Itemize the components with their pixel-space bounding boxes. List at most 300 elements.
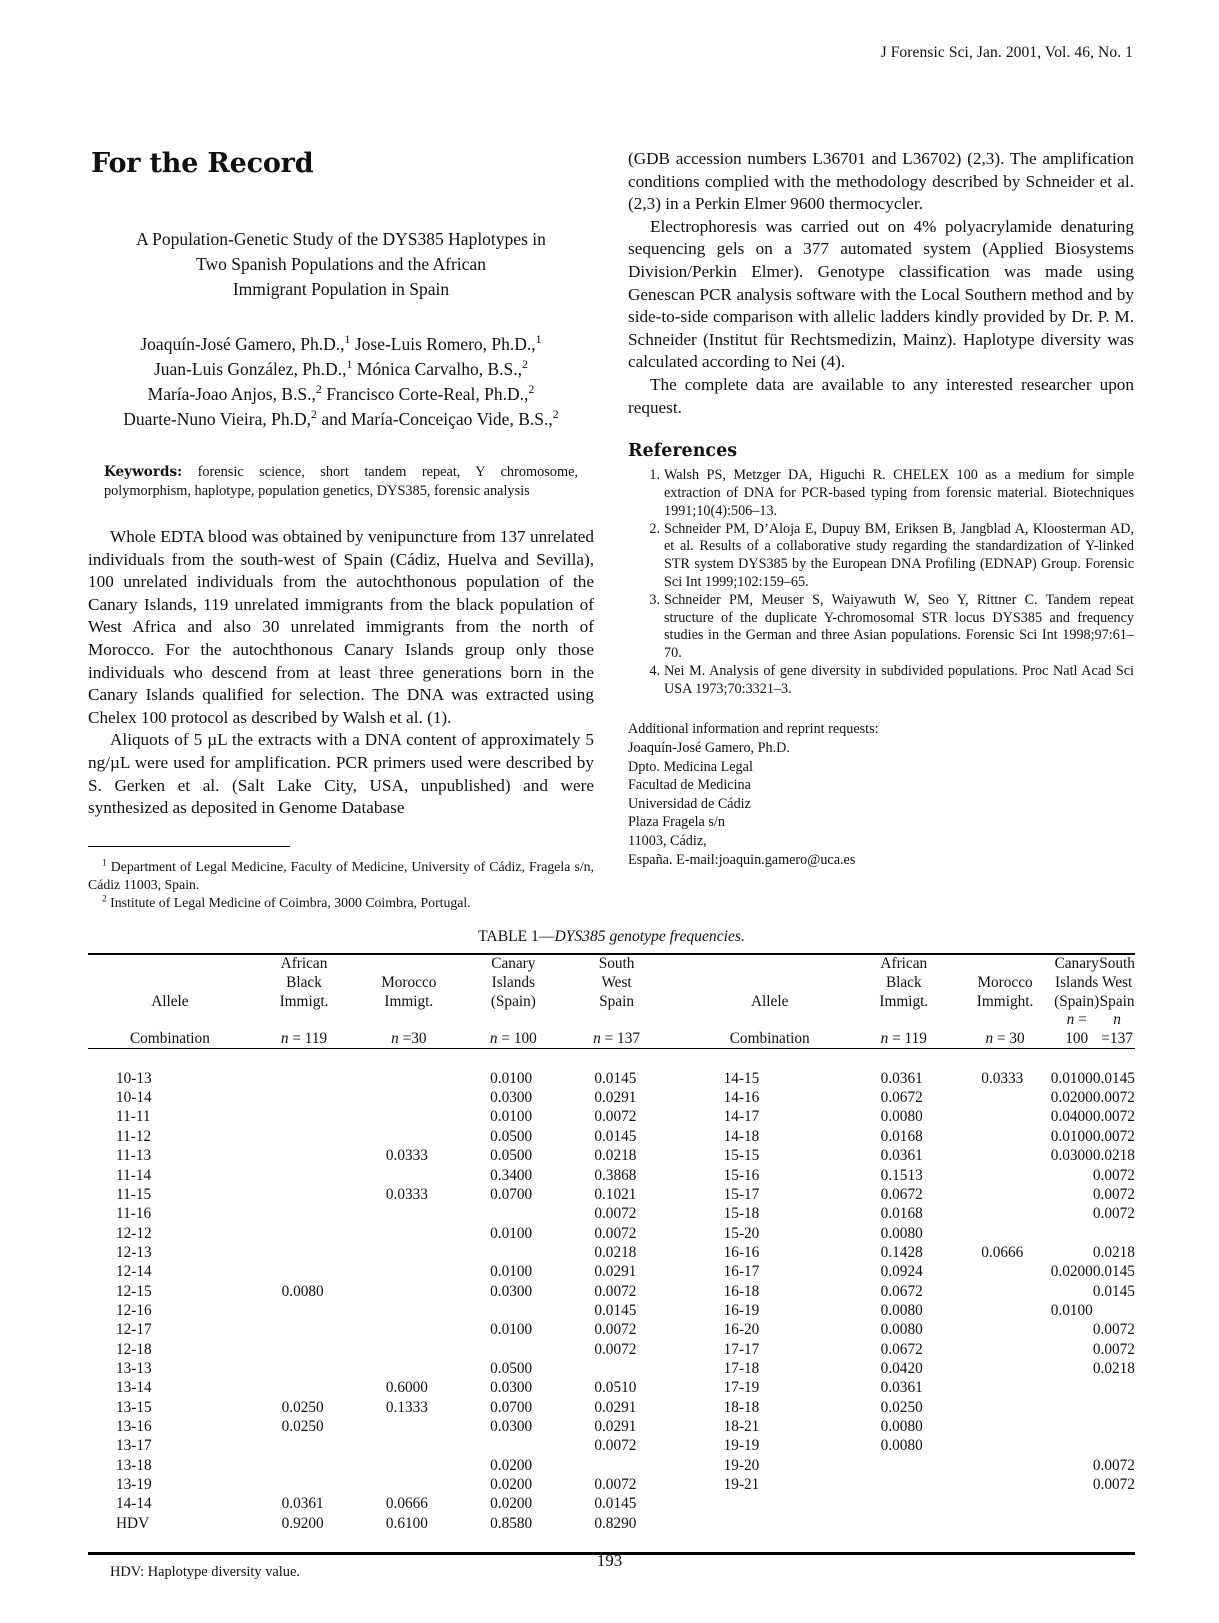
table-row <box>88 1243 1135 1262</box>
author-list <box>90 332 592 432</box>
cell-gap <box>667 1456 687 1475</box>
keywords-text: forensic science, short tandem repeat, Y chromosome, polymorphism, haplotype, population genetics, DYS385, forensic analysis <box>104 464 578 499</box>
cell-canary-left <box>459 1204 563 1223</box>
cell-african-left <box>251 1204 355 1223</box>
cell-allele-left: 11-13 <box>116 1147 152 1165</box>
cell-morocco-right <box>954 1204 1051 1223</box>
cell-african-left <box>251 1456 355 1475</box>
cell-morocco-right <box>954 1166 1051 1185</box>
cell-african-right <box>850 1475 954 1494</box>
cell-allele-left: 10-13 <box>116 1069 152 1087</box>
cell-gap <box>667 1204 687 1223</box>
h-morocco-2d: n = 30 <box>985 1029 1025 1047</box>
cell-african-left <box>251 1107 355 1126</box>
cell-canary-right <box>1051 1224 1093 1243</box>
cell-morocco-left <box>355 1127 459 1146</box>
cell-african-right: 0.0250 <box>880 1398 923 1416</box>
table-spacer-row-bottom <box>88 1533 1135 1552</box>
cell-allele-left: 13-17 <box>116 1437 152 1455</box>
cell-southwest-left: 0.1021 <box>594 1185 637 1203</box>
h-canary-2c: (Spain) <box>1054 992 1100 1010</box>
cell-allele-left: HDV <box>116 1514 150 1532</box>
cell-morocco-right <box>954 1378 1051 1397</box>
cell-canary-right <box>1051 1436 1093 1455</box>
cell-gap <box>667 1301 687 1320</box>
cell-canary-left: 0.0200 <box>490 1495 533 1513</box>
cell-southwest-left: 0.8290 <box>594 1514 637 1532</box>
cell-allele-left: 12-17 <box>116 1321 152 1339</box>
cell-southwest-right <box>1093 1301 1135 1320</box>
cell-southwest-left: 0.0072 <box>594 1224 637 1242</box>
cell-african-left <box>251 1069 355 1088</box>
cell-allele-left: 14-14 <box>116 1495 152 1513</box>
cell-morocco-left: 0.0333 <box>385 1185 428 1203</box>
cell-morocco-left <box>355 1417 459 1436</box>
cell-canary-left: 0.0300 <box>490 1417 533 1435</box>
cell-canary-left: 0.0500 <box>490 1359 533 1377</box>
cell-african-left <box>251 1127 355 1146</box>
h-african-1d: n = 119 <box>280 1029 328 1047</box>
article-title-line-0: A Population-Genetic Study of the DYS385 Haplotypes in <box>136 229 546 249</box>
table-row <box>88 1514 1135 1533</box>
h-morocco-2b: Morocco <box>977 973 1033 991</box>
cell-african-left <box>251 1224 355 1243</box>
cell-southwest-left: 0.0145 <box>594 1127 637 1145</box>
table-row <box>88 1166 1135 1185</box>
h-southwest-1d: n = 137 <box>593 1029 641 1047</box>
cell-gap <box>667 1146 687 1165</box>
cell-allele-left: 12-18 <box>116 1340 152 1358</box>
h-morocco-2a <box>956 955 1054 974</box>
table-1 <box>88 928 1135 1581</box>
h-african-1c: Immigt. <box>279 992 329 1010</box>
address-line-6: 11003, Cádiz, <box>628 833 707 850</box>
cell-canary-right <box>1051 1282 1093 1301</box>
author-line-3: Duarte-Nuno Vieira, Ph.D,$^2$ and María-Conceiçao Vide, B.S.,$^2$ <box>123 407 559 429</box>
cell-southwest-left: 0.0291 <box>594 1089 637 1107</box>
cell-morocco-left: 0.1333 <box>385 1398 428 1416</box>
cell-morocco-right <box>954 1088 1051 1107</box>
cell-allele-right: 15-15 <box>723 1147 760 1165</box>
cell-morocco-left <box>355 1204 459 1223</box>
cell-canary-left <box>459 1243 563 1262</box>
cell-canary-right <box>1051 1320 1093 1339</box>
cell-morocco-left <box>355 1243 459 1262</box>
cell-allele-left: 13-14 <box>116 1379 152 1397</box>
cell-canary-left <box>459 1301 563 1320</box>
cell-allele-left: 12-14 <box>116 1263 152 1281</box>
cell-canary-right: 0.0100 <box>1050 1301 1093 1319</box>
cell-allele-right: 15-17 <box>723 1185 760 1203</box>
keywords-label: Keywords: <box>104 464 183 480</box>
cell-southwest-left: 0.0145 <box>594 1495 637 1513</box>
cell-southwest-left: 0.0072 <box>594 1437 637 1455</box>
cell-southwest-left: 0.0291 <box>594 1398 637 1416</box>
h-southwest-2b: West <box>1101 973 1133 991</box>
cell-southwest-left: 0.0072 <box>594 1340 637 1358</box>
cell-canary-left <box>459 1436 563 1455</box>
cell-southwest-right: 0.0072 <box>1092 1456 1135 1474</box>
cell-african-left: 0.0080 <box>281 1282 324 1300</box>
cell-morocco-left <box>355 1088 459 1107</box>
cell-african-right <box>850 1456 954 1475</box>
reference-text-4: Nei M. Analysis of gene diversity in subdivided populations. Proc Natl Acad Sci USA 1973;70:3321–3. <box>664 662 1134 697</box>
cell-african-left: 0.0361 <box>281 1495 324 1513</box>
h-morocco-1d: n =30 <box>391 1029 427 1047</box>
cell-african-left <box>251 1262 355 1281</box>
table-row <box>88 1204 1135 1223</box>
address-line-3: Facultad de Medicina <box>628 777 751 794</box>
cell-african-left: 0.9200 <box>281 1514 324 1532</box>
reference-item-1 <box>628 467 1134 520</box>
cell-african-left <box>251 1340 355 1359</box>
cell-gap <box>667 1166 687 1185</box>
address-line-0: Additional information and reprint requests: <box>628 721 879 738</box>
address-line-1: Joaquín-José Gamero, Ph.D. <box>628 740 790 757</box>
cell-morocco-right <box>954 1514 1051 1533</box>
cell-canary-left: 0.0100 <box>490 1321 533 1339</box>
cell-allele-left: 12-12 <box>116 1224 152 1242</box>
table-row <box>88 1282 1135 1301</box>
cell-gap <box>667 1398 687 1417</box>
table-caption <box>88 928 1135 946</box>
h-canary-1b: Islands <box>491 973 536 991</box>
cell-southwest-right: 0.0218 <box>1092 1243 1135 1261</box>
h-allele-2b <box>688 974 852 993</box>
cell-southwest-right: 0.0218 <box>1092 1359 1135 1377</box>
cell-southwest-left: 0.0510 <box>594 1379 637 1397</box>
reference-number-1: 1. <box>649 467 660 484</box>
cell-allele-right <box>688 1494 850 1513</box>
cell-morocco-right <box>954 1475 1051 1494</box>
cell-african-right <box>850 1514 954 1533</box>
h-african-1b: Black <box>286 973 322 991</box>
h-allele-1b <box>88 974 252 993</box>
left-column <box>88 148 594 912</box>
cell-southwest-right: 0.0145 <box>1092 1069 1135 1087</box>
h-southwest-2c: Spain <box>1099 992 1135 1010</box>
cell-canary-left: 0.0700 <box>490 1398 533 1416</box>
h-african-2c: Immigt. <box>879 992 929 1010</box>
cell-morocco-left <box>355 1359 459 1378</box>
cell-morocco-right <box>954 1320 1051 1339</box>
running-head: J Forensic Sci, Jan. 2001, Vol. 46, No. 1 <box>880 44 1133 61</box>
cell-canary-right <box>1051 1185 1093 1204</box>
cell-morocco-left: 0.6100 <box>385 1514 428 1532</box>
cell-allele-left: 11-14 <box>116 1166 152 1184</box>
cell-african-right: 0.0080 <box>880 1437 923 1455</box>
cell-allele-right: 15-16 <box>723 1166 760 1184</box>
cell-allele-left: 11-16 <box>116 1205 152 1223</box>
cell-african-right <box>850 1494 954 1513</box>
cell-african-right: 0.0672 <box>880 1185 923 1203</box>
cell-gap <box>667 1494 687 1513</box>
article-title <box>102 227 580 302</box>
cell-gap <box>667 1475 687 1494</box>
cell-southwest-left: 0.0218 <box>594 1243 637 1261</box>
table-row <box>88 1146 1135 1165</box>
cell-allele-right: 19-21 <box>723 1476 760 1494</box>
cell-southwest-left: 0.0072 <box>594 1205 637 1223</box>
cell-southwest-right: 0.0072 <box>1092 1108 1135 1126</box>
cell-morocco-left <box>355 1340 459 1359</box>
cell-morocco-right <box>954 1456 1051 1475</box>
cell-morocco-right <box>954 1107 1051 1126</box>
cell-southwest-right: 0.0072 <box>1092 1089 1135 1107</box>
cell-southwest-right <box>1093 1514 1135 1533</box>
cell-allele-left: 10-14 <box>116 1089 152 1107</box>
cell-gap <box>667 1378 687 1397</box>
cell-allele-right: 15-18 <box>723 1205 760 1223</box>
left-paragraph-1: Whole EDTA blood was obtained by venipuncture from 137 unrelated individuals from the south-west of Spain (Cádiz, Huelva and Sevilla), 100 unrelated individuals from the autochthonous population of the Canary Islands, 119 unrelated immigrants from the black population of West Africa and also 30 unrelated immigrants from the north of Morocco. For the autochthonous Canary Islands group only those individuals who descend from at least three generations born in the Canary Islands qualified for selection. The DNA was extracted using Chelex 100 protocol as described by Walsh et al. (1). <box>88 527 594 727</box>
cell-morocco-right <box>954 1146 1051 1165</box>
cell-canary-right <box>1051 1398 1093 1417</box>
cell-morocco-left <box>355 1475 459 1494</box>
cell-allele-right: 16-19 <box>723 1301 760 1319</box>
cell-canary-left: 0.0500 <box>490 1127 533 1145</box>
cell-morocco-left <box>355 1262 459 1281</box>
cell-african-right: 0.0361 <box>880 1147 923 1165</box>
cell-morocco-left <box>355 1224 459 1243</box>
table-row <box>88 1262 1135 1281</box>
cell-canary-left: 0.0200 <box>490 1476 533 1494</box>
cell-gap <box>667 1185 687 1204</box>
cell-allele-right: 17-19 <box>723 1379 760 1397</box>
table-row <box>88 1320 1135 1339</box>
cell-morocco-right <box>954 1301 1051 1320</box>
cell-african-right: 0.0080 <box>880 1417 923 1435</box>
cell-canary-right <box>1051 1359 1093 1378</box>
cell-canary-right: 0.0100 <box>1050 1069 1093 1087</box>
h-african-1a: African <box>280 955 328 973</box>
cell-southwest-right <box>1093 1436 1135 1455</box>
table-row <box>88 1340 1135 1359</box>
cell-canary-left: 0.0100 <box>490 1224 533 1242</box>
cell-canary-right <box>1051 1514 1093 1533</box>
cell-allele-right: 18-21 <box>723 1417 760 1435</box>
cell-allele-right: 16-16 <box>723 1243 760 1261</box>
cell-morocco-left: 0.0333 <box>385 1147 428 1165</box>
cell-southwest-left: 0.0145 <box>594 1301 637 1319</box>
cell-morocco-left <box>355 1107 459 1126</box>
table-caption-title: DYS385 genotype frequencies. <box>554 928 745 945</box>
footnote-2: $^2$ Institute of Legal Medicine of Coimbra, 3000 Coimbra, Portugal. <box>102 894 471 910</box>
cell-african-left <box>251 1088 355 1107</box>
h-gap-2 <box>668 974 688 993</box>
cell-morocco-right <box>954 1494 1051 1513</box>
cell-morocco-right <box>954 1185 1051 1204</box>
reference-text-2: Schneider PM, D’Aloja E, Dupuy BM, Eriksen B, Jangblad A, Kloosterman AD, et al. Results of a collaborative study regarding the standardization of Y-linked STR system DYS385 by the European DNA Profiling (EDNAP) Group. Forensic Sci Int 1999;102:159–65. <box>664 520 1134 590</box>
cell-southwest-right <box>1093 1494 1135 1513</box>
cell-african-left <box>251 1146 355 1165</box>
cell-morocco-right <box>954 1127 1051 1146</box>
cell-southwest-right: 0.0145 <box>1092 1263 1135 1281</box>
cell-southwest-left <box>563 1456 667 1475</box>
cell-southwest-left: 0.0072 <box>594 1282 637 1300</box>
cell-southwest-right <box>1093 1224 1135 1243</box>
cell-canary-right <box>1051 1378 1093 1397</box>
cell-allele-left: 13-18 <box>116 1456 152 1474</box>
cell-african-left <box>251 1301 355 1320</box>
cell-canary-right <box>1051 1417 1093 1436</box>
cell-african-right: 0.0672 <box>880 1340 923 1358</box>
cell-southwest-right: 0.0072 <box>1092 1127 1135 1145</box>
two-column-body <box>88 148 1135 912</box>
cell-allele-right: 19-20 <box>723 1456 760 1474</box>
h-morocco-1a <box>356 955 461 974</box>
h-gap-3 <box>668 993 688 1012</box>
left-paragraph-2: Aliquots of 5 µL the extracts with a DNA content of approximately 5 ng/µL were used for amplification. PCR primers used were described by S. Gerken et al. (Salt Lake City, USA, unpublished) and were synthesized as deposited in Genome Database <box>88 730 594 818</box>
cell-canary-left: 0.0500 <box>490 1147 533 1165</box>
cell-southwest-left: 0.0291 <box>594 1263 637 1281</box>
cell-allele-right: 17-18 <box>723 1359 760 1377</box>
cell-southwest-right: 0.0145 <box>1092 1282 1135 1300</box>
cell-canary-right: 0.0400 <box>1050 1108 1093 1126</box>
cell-morocco-right <box>954 1282 1051 1301</box>
h-canary-1d: n = 100 <box>489 1029 537 1047</box>
frequency-table <box>88 955 1135 1048</box>
cell-southwest-right: 0.0072 <box>1092 1321 1135 1339</box>
h-southwest-1c: Spain <box>599 992 634 1010</box>
cell-allele-left: 13-16 <box>116 1417 152 1435</box>
cell-southwest-left <box>563 1359 667 1378</box>
h-canary-2a: Canary <box>1054 955 1099 973</box>
cell-canary-right <box>1051 1340 1093 1359</box>
table-row <box>88 1069 1135 1088</box>
right-column <box>628 148 1134 912</box>
cell-canary-right <box>1051 1243 1093 1262</box>
table-row <box>88 1224 1135 1243</box>
cell-morocco-left <box>355 1282 459 1301</box>
reference-item-2 <box>628 521 1134 592</box>
department-heading: For the Record <box>91 148 314 179</box>
table-row <box>88 1456 1135 1475</box>
author-line-2: María-Joao Anjos, B.S.,$^2$ Francisco Corte-Real, Ph.D.,$^2$ <box>147 382 535 404</box>
cell-allele-right: 14-18 <box>723 1127 760 1145</box>
cell-canary-right: 0.0200 <box>1050 1263 1093 1281</box>
cell-allele-right: 19-19 <box>723 1437 760 1455</box>
cell-canary-left <box>459 1340 563 1359</box>
address-line-5: Plaza Fragela s/n <box>628 814 725 831</box>
cell-southwest-left: 0.0072 <box>594 1108 637 1126</box>
cell-african-left: 0.0250 <box>281 1398 324 1416</box>
cell-morocco-left <box>355 1069 459 1088</box>
cell-morocco-right <box>954 1398 1051 1417</box>
cell-african-right: 0.0168 <box>880 1205 923 1223</box>
h-morocco-2c: Immight. <box>976 992 1034 1010</box>
h-southwest-2d: n =137 <box>1101 1011 1133 1047</box>
h-southwest-1a: South <box>598 955 635 973</box>
cell-canary-right <box>1051 1456 1093 1475</box>
cell-morocco-left <box>355 1436 459 1455</box>
footnotes <box>88 858 594 912</box>
reference-item-4 <box>628 663 1134 699</box>
address-line-2: Dpto. Medicina Legal <box>628 758 753 775</box>
cell-african-left <box>251 1320 355 1339</box>
right-paragraph-3: The complete data are available to any interested researcher upon request. <box>628 374 1134 417</box>
cell-african-right: 0.0080 <box>880 1321 923 1339</box>
h-allele-1c: Allele <box>151 992 189 1010</box>
cell-african-right: 0.0080 <box>880 1224 923 1242</box>
cell-morocco-right <box>954 1262 1051 1281</box>
h-canary-1a: Canary <box>491 955 536 973</box>
references-heading: References <box>628 441 738 462</box>
cell-gap <box>667 1340 687 1359</box>
cell-canary-left: 0.0100 <box>490 1069 533 1087</box>
cell-canary-right: 0.0200 <box>1050 1089 1093 1107</box>
cell-canary-left: 0.0100 <box>490 1263 533 1281</box>
cell-allele-left: 13-13 <box>116 1359 152 1377</box>
cell-allele-left: 12-13 <box>116 1243 152 1261</box>
cell-canary-right <box>1051 1475 1093 1494</box>
cell-african-right: 0.0924 <box>880 1263 923 1281</box>
table-row <box>88 1398 1135 1417</box>
cell-canary-right: 0.0300 <box>1050 1147 1093 1165</box>
cell-southwest-left: 0.0145 <box>594 1069 637 1087</box>
h-morocco-1c: Immigt. <box>384 992 434 1010</box>
cell-gap <box>667 1107 687 1126</box>
article-title-line-1: Two Spanish Populations and the African <box>196 254 486 274</box>
table-row <box>88 1185 1135 1204</box>
cell-allele-right: 16-17 <box>723 1263 760 1281</box>
cell-morocco-right: 0.0333 <box>981 1069 1024 1087</box>
cell-gap <box>667 1417 687 1436</box>
cell-african-left <box>251 1475 355 1494</box>
address-line-4: Universidad de Cádiz <box>628 795 751 812</box>
h-allele-1d: Combination <box>129 1029 210 1047</box>
cell-morocco-left: 0.6000 <box>385 1379 428 1397</box>
h-gap-4 <box>668 1011 688 1048</box>
footnote-1: $^1$ Department of Legal Medicine, Faculty of Medicine, University of Cádiz, Fragela s/n, Cádiz 11003, Spain. <box>88 858 594 892</box>
table-row <box>88 1088 1135 1107</box>
table-row <box>88 1436 1135 1455</box>
cell-southwest-right: 0.0072 <box>1092 1476 1135 1494</box>
cell-gap <box>667 1088 687 1107</box>
cell-african-right: 0.0080 <box>880 1301 923 1319</box>
cell-gap <box>667 1282 687 1301</box>
cell-southwest-right: 0.0072 <box>1092 1340 1135 1358</box>
cell-canary-left: 0.0300 <box>490 1282 533 1300</box>
cell-southwest-right: 0.0072 <box>1092 1205 1135 1223</box>
table-row <box>88 1417 1135 1436</box>
cell-african-right: 0.1513 <box>880 1166 923 1184</box>
frequency-table-body <box>88 1049 1135 1552</box>
h-canary-2d: n = 100 <box>1065 1011 1089 1047</box>
cell-african-right: 0.0168 <box>880 1127 923 1145</box>
cell-morocco-left <box>355 1166 459 1185</box>
cell-african-right: 0.0672 <box>880 1282 923 1300</box>
h-southwest-2a: South <box>1099 955 1135 973</box>
cell-gap <box>667 1514 687 1533</box>
h-allele-2a <box>688 955 852 974</box>
cell-allele-right: 14-16 <box>723 1089 760 1107</box>
cell-allele-left: 11-11 <box>116 1108 151 1126</box>
h-morocco-1b: Morocco <box>381 973 437 991</box>
cell-gap <box>667 1224 687 1243</box>
table-spacer-row <box>88 1049 1135 1068</box>
h-african-2a: African <box>880 955 928 973</box>
cell-morocco-right <box>954 1436 1051 1455</box>
header-row-3 <box>88 993 1135 1012</box>
header-row-1 <box>88 955 1135 974</box>
reference-list <box>628 467 1134 698</box>
cell-allele-right: 16-18 <box>723 1282 760 1300</box>
right-paragraph-1: (GDB accession numbers L36701 and L36702) (2,3). The amplification conditions complied with the methodology described by Schneider et al. (2,3) in a Perkin Elmer 9600 thermocycler. <box>628 149 1134 214</box>
page-number: 193 <box>596 1551 623 1570</box>
reference-number-4: 4. <box>649 662 660 679</box>
h-african-2b: Black <box>885 973 922 991</box>
cell-african-left <box>251 1359 355 1378</box>
